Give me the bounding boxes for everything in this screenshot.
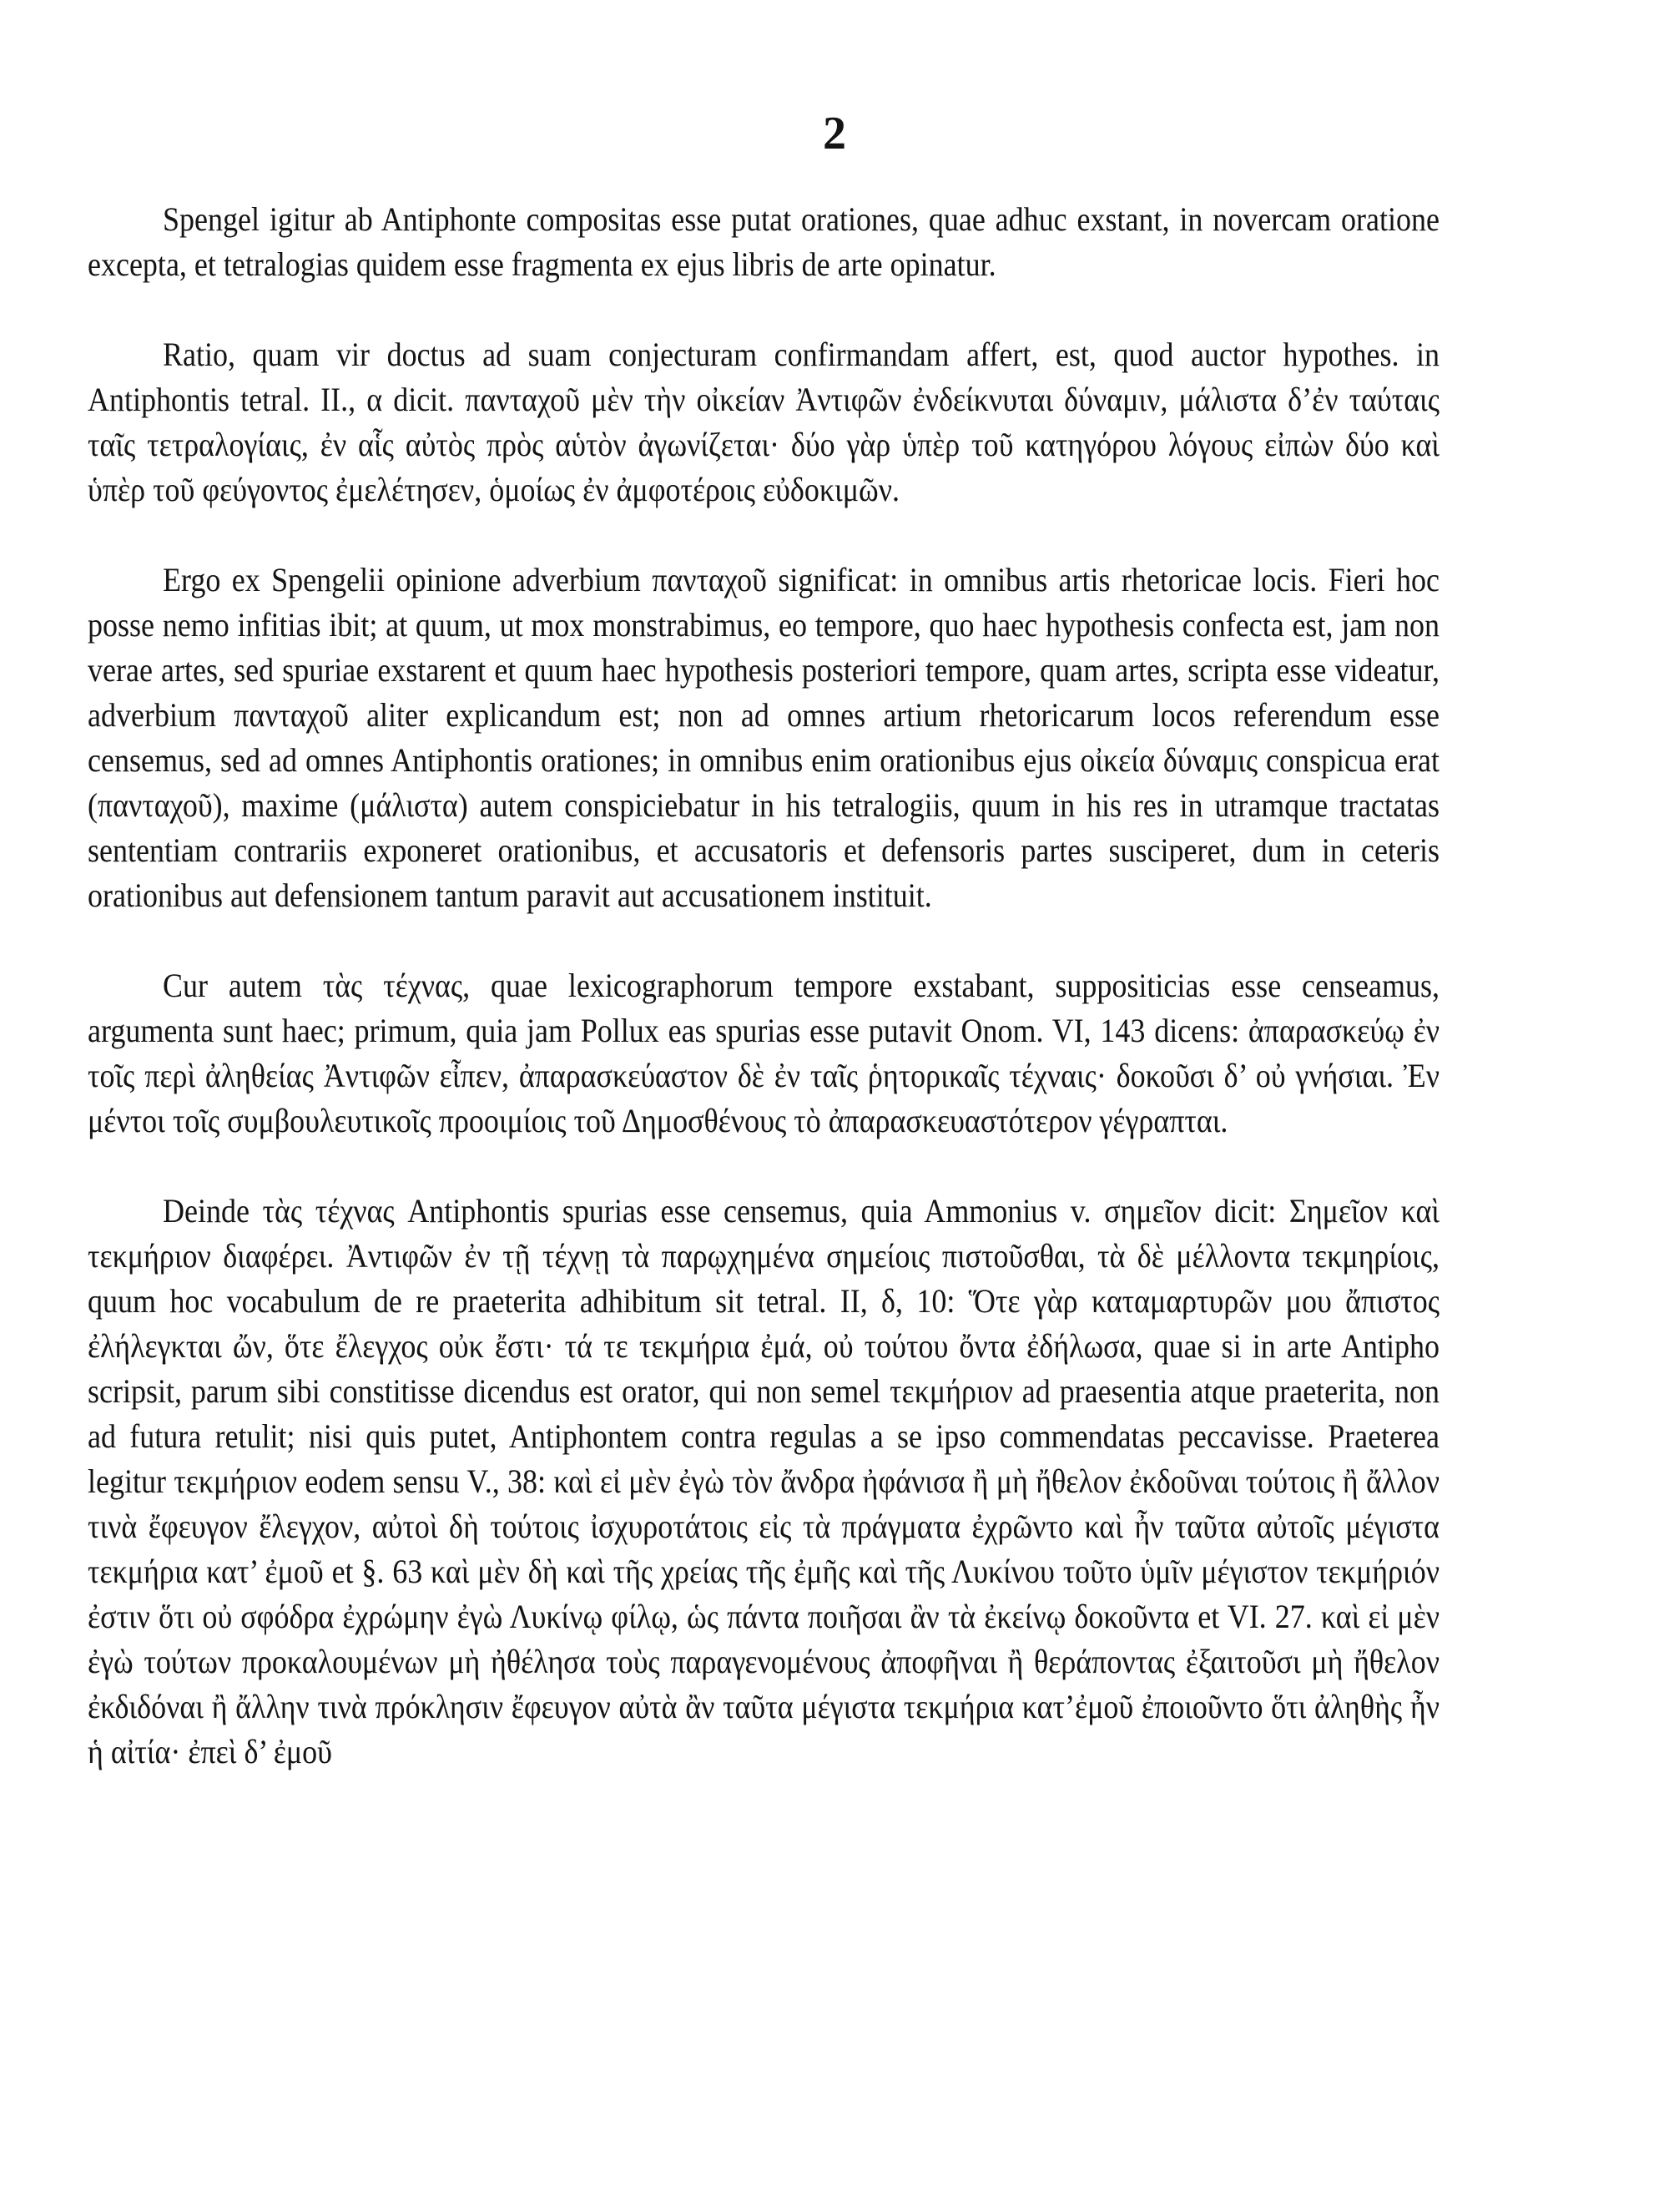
paragraph-5: Deinde τὰς τέχνας Antiphontis spurias esse censemus, quia Ammonius v. σημεῖον dicit: Σημεῖον καὶ τεκμήριον διαφέρει. Ἀντιφῶν ἐν τῇ τέχνῃ τὰ παρῳχημένα σημείοις πιστοῦσθαι, τὰ δὲ μέλλοντα τεκμηρίοις, quum hoc vocabulum de re praeterita adhibitum sit tetral. II, δ, 10: Ὅτε γὰρ καταμαρτυρῶν μου ἄπιστος ἐλήλεγκται ὤν, ὅτε ἔλεγχος οὐκ ἔστι· τά τε τεκμήρια ἐμά, οὐ τούτου ὄντα ἐδήλωσα, quae si in arte Antipho scripsit, parum sibi constitisse dicendus est orator, qui non semel τεκμήριον ad praesentia atque praeterita, non ad futura retulit; nisi quis putet, Antiphontem contra regulas a se ipso commendatas peccavisse. Praeterea legitur τεκμήριον eodem sensu V., 38: καὶ εἰ μὲν ἐγὼ τὸν ἄνδρα ἠφάνισα ἢ μὴ ἤθελον ἐκδοῦναι τούτοις ἢ ἄλλον τινὰ ἔφευγον ἔλεγχον, αὐτοὶ δὴ τούτοις ἰσχυροτάτοις εἰς τὰ πράγματα ἐχρῶντο καὶ ἦν ταῦτα αὐτοῖς μέγιστα τεκμήρια κατ’ ἐμοῦ et §. 63 καὶ μὲν δὴ καὶ τῆς χρείας τῆς ἐμῆς καὶ τῆς Λυκίνου τοῦτο ὑμῖν μέγιστον τεκμήριόν ἐστιν ὅτι οὐ σφόδρα ἐχρώμην ἐγὼ Λυκίνῳ φίλῳ, ὡς πάντα ποιῆσαι ἂν τὰ ἐκείνῳ δοκοῦντα et VI. 27. καὶ εἰ μὲν ἐγὼ τούτων προκαλουμένων μὴ ἠθέλησα τοὺς παραγενομένους ἀποφῆναι ἢ θεράποντας ἐξαιτοῦσι μὴ ἤθελον ἐκδιδόναι ἢ ἄλλην τινὰ πρόκλησιν ἔφευγον αὐτὰ ἂν ταῦτα μέγιστα τεκμήρια κατ’ἐμοῦ ἐποιοῦντο ὅτι ἀληθὴς ἦν ἡ αἰτία· ἐπεὶ δ’ ἐμοῦ <box>88 1192 1440 1770</box>
page-number: 2 <box>823 108 846 159</box>
body-text <box>88 197 1440 1820</box>
paragraph-2: Ratio, quam vir doctus ad suam conjecturam confirmandam affert, est, quod auctor hypothes. in Antiphontis tetral. II., α dicit. πανταχοῦ μὲν τὴν οἰκείαν Ἀντιφῶν ἐνδείκνυται δύναμιν, μάλιστα δ’ἐν ταύταις ταῖς τετραλογίαις, ἐν αἷς αὐτὸς πρὸς αὑτὸν ἀγωνίζεται· δύο γὰρ ὑπὲρ τοῦ κατηγόρου λόγους εἰπὼν δύο καὶ ὑπὲρ τοῦ φεύγοντος ἐμελέτησεν, ὁμοίως ἐν ἀμφοτέροις εὐδοκιμῶν. <box>88 336 1440 508</box>
paragraph-3: Ergo ex Spengelii opinione adverbium πανταχοῦ significat: in omnibus artis rhetoricae locis. Fieri hoc posse nemo infitias ibit; at quum, ut mox monstrabimus, eo tempore, quo haec hypothesis confecta est, jam non verae artes, sed spuriae exstarent et quum haec hypothesis posteriori tempore, quam artes, scripta esse videatur, adverbium πανταχοῦ aliter explicandum est; non ad omnes artium rhetoricarum locos referendum esse censemus, sed ad omnes Antiphontis orationes; in omnibus enim orationibus ejus οἰκεία δύναμις conspicua erat (πανταχοῦ), maxime (μάλιστα) autem conspiciebatur in his tetralogiis, quum in his res in utramque tractatas sententiam contrariis exponeret orationibus, et accusatoris et defensoris partes susciperet, dum in ceteris orationibus aut defensionem tantum paravit aut accusationem instituit. <box>88 561 1440 914</box>
paragraph-4: Cur autem τὰς τέχνας, quae lexicographorum tempore exstabant, suppositicias esse censeamus, argumenta sunt haec; primum, quia jam Pollux eas spurias esse putavit Onom. VI, 143 dicens: ἀπαρασκεύῳ ἐν τοῖς περὶ ἀληθείας Ἀντιφῶν εἶπεν, ἀπαρασκεύαστον δὲ ἐν ταῖς ῥητορικαῖς τέχναις· δοκοῦσι δ’ οὐ γνήσιαι. Ἐν μέντοι τοῖς συμβουλευτικοῖς προοιμίοις τοῦ Δημοσθένους τὸ ἀπαρασκευαστότερον γέγραπται. <box>88 967 1440 1139</box>
paragraph-1: Spengel igitur ab Antiphonte compositas esse putat orationes, quae adhuc exstant, in novercam oratione excepta, et tetralogias quidem esse fragmenta ex ejus libris de arte opinatur. <box>88 200 1440 283</box>
